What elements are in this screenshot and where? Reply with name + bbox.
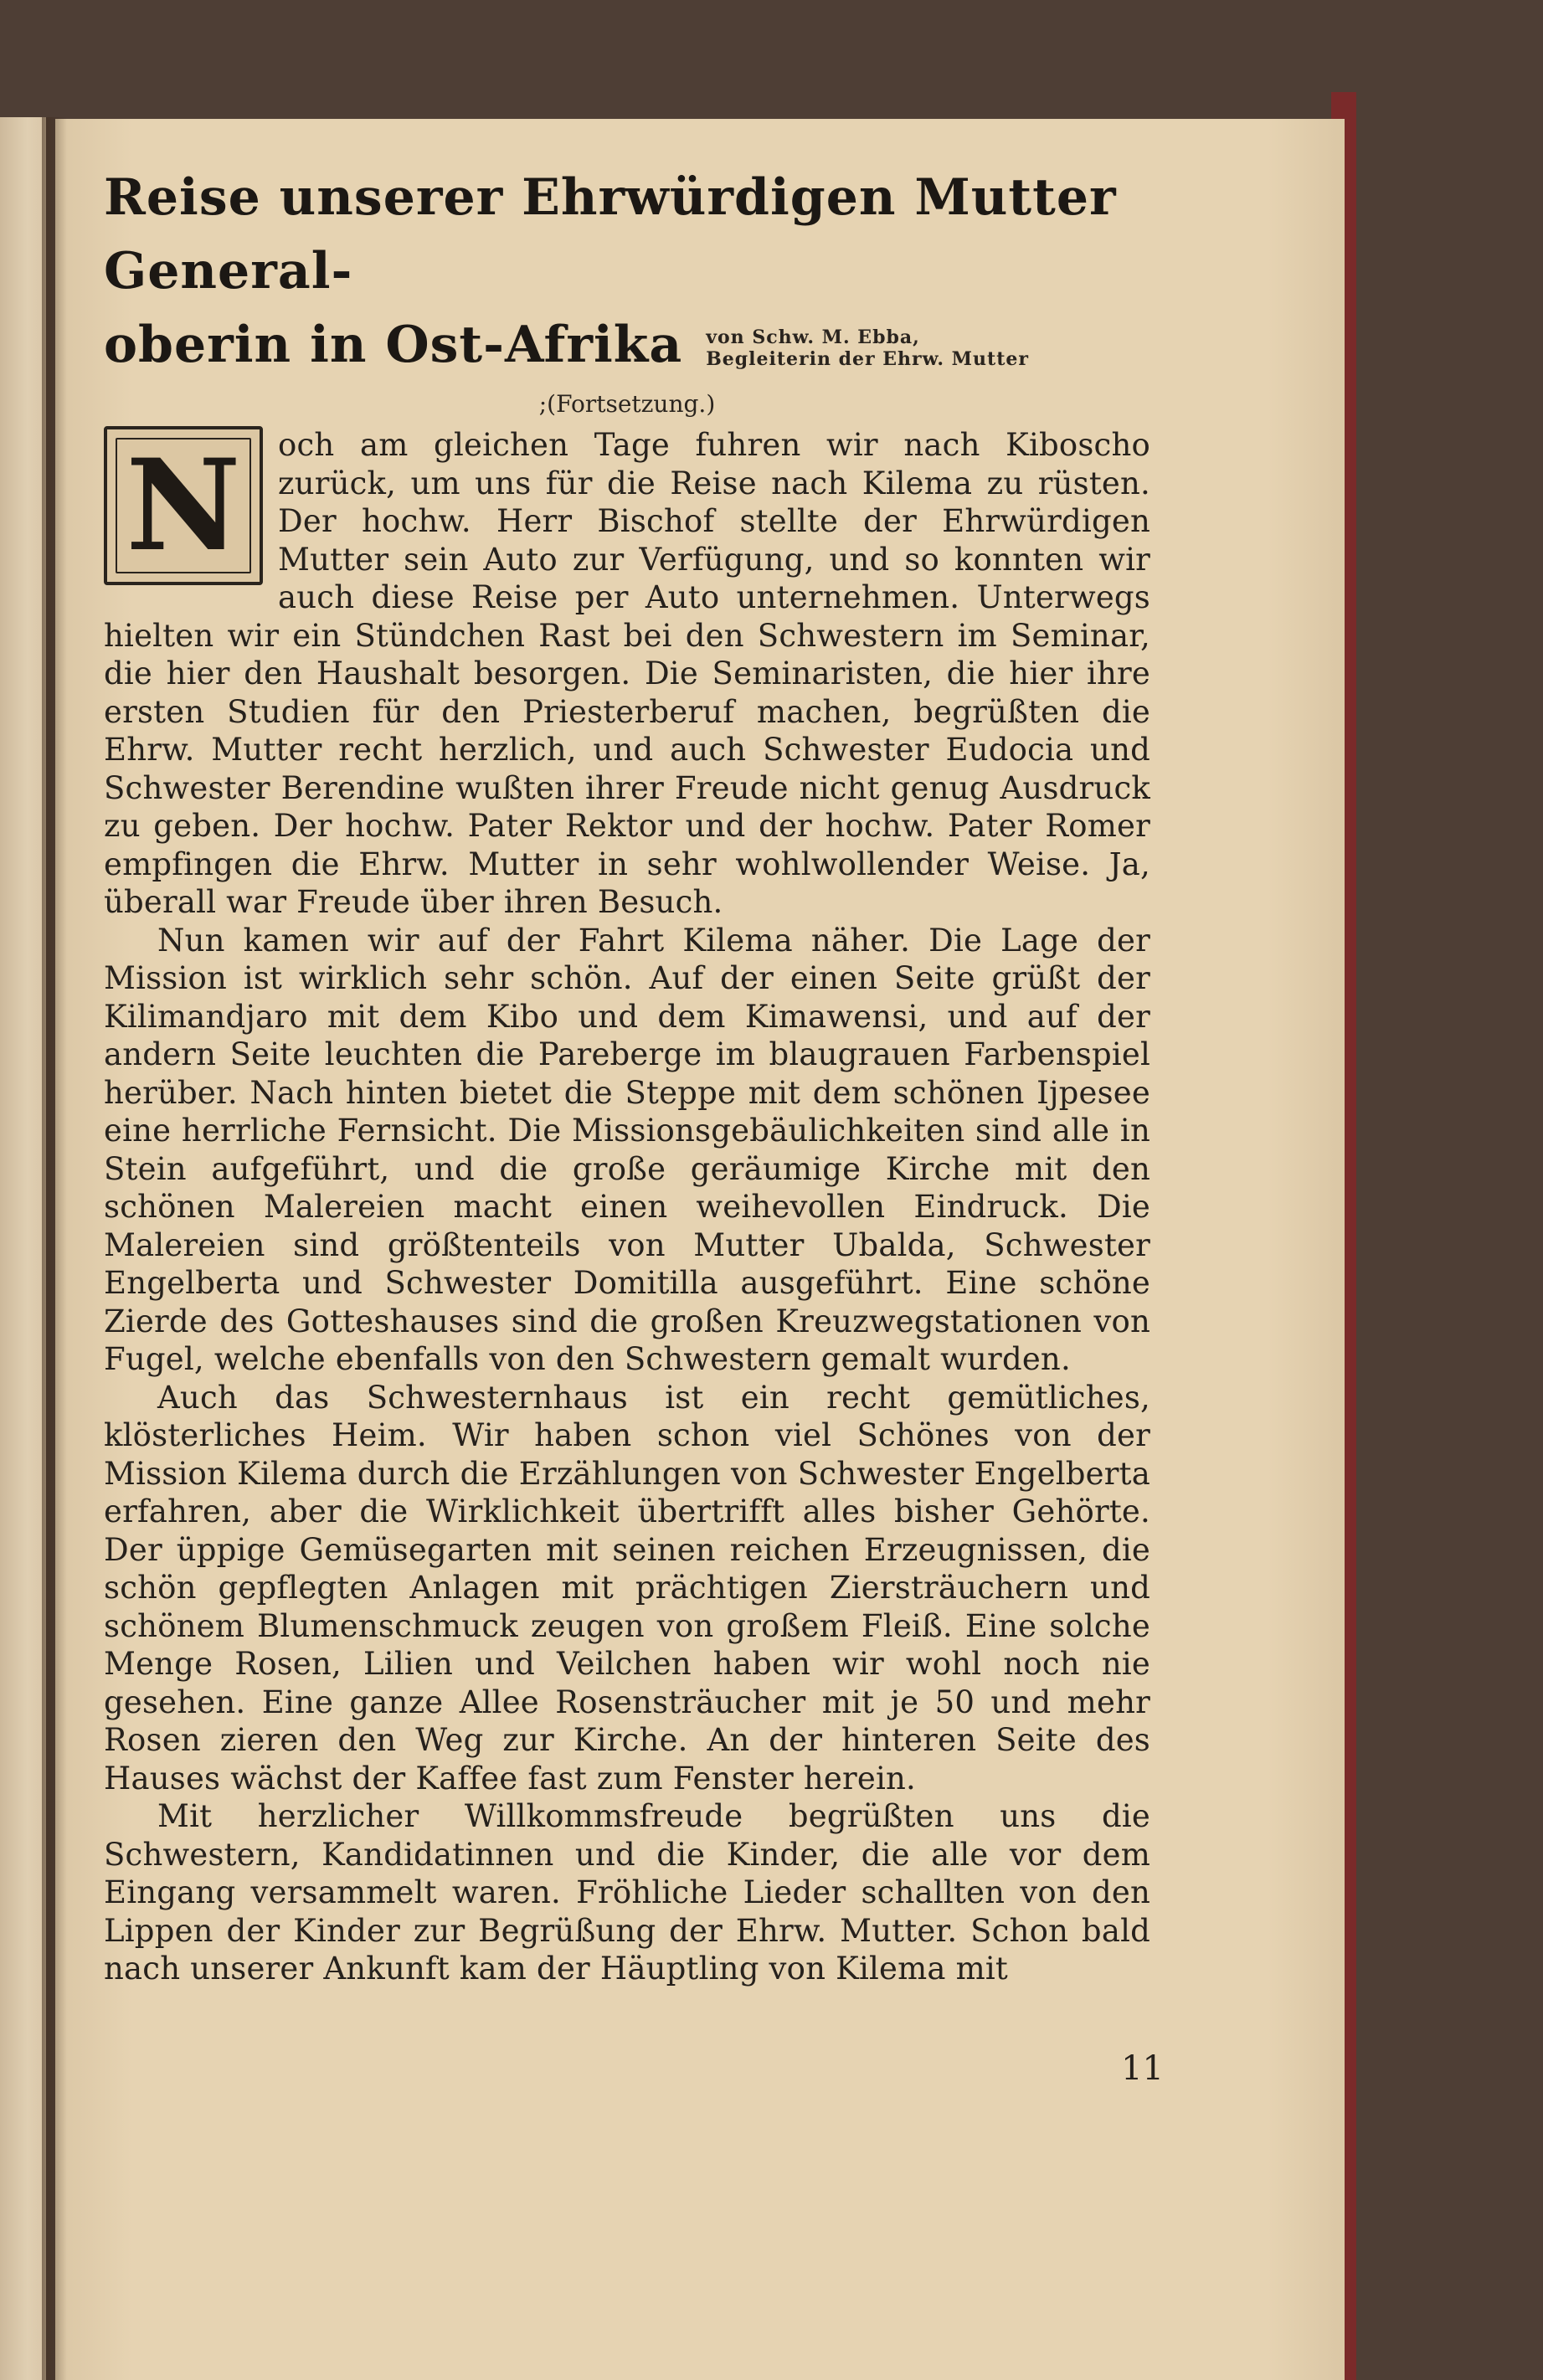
drop-cap-letter: N [126,432,241,579]
paragraph-1: och am gleichen Tage fuhren wir nach Kiboscho zurück, um uns für die Reise nach Kilema zu rüsten. Der hochw. Herr Bischof stellte der Ehrwürdigen Mutter sein Auto zur Verfügung, und so konnten wir auch diese Reise per Auto unternehmen. Unterwegs hielten wir ein Stündchen Rast bei den Schwestern im Seminar, die hier den Haushalt besorgen. Die Seminaristen, die hier ihre ersten Studien für den Priesterberuf machen, begrüßten die Ehrw. Mutter recht herzlich, und auch Schwester Eudocia und Schwester Berendine wußten ihrer Freude nicht genug Ausdruck zu geben. Der hochw. Pater Rektor und der hochw. Pater Romer empfingen die Ehrw. Mutter in sehr wohlwollender Weise. Ja, überall war Freude über ihren Besuch. [104,427,1150,920]
drop-cap-frame [116,432,251,579]
title-line-1: Reise unserer Ehrwürdigen Mutter General- [104,168,1117,301]
paragraph-3: Auch das Schwesternhaus ist ein recht gemütliches, klösterliches Heim. Wir haben schon viel Schönes von der Mission Kilema durch die Erzählungen von Schwester Engelberta erfahren, aber die Wirklichkeit übertrifft alles bisher Gehörte. Der üppige Gemüsegarten mit seinen reichen Erzeugnissen, die schön gepflegten Anlagen mit prächtigen Ziersträuchern und schönem Blumenschmuck zeugen von großem Fleiß. Eine solche Menge Rosen, Lilien und Veilchen haben wir wohl noch nie gesehen. Eine ganze Allee Rosensträucher mit je 50 und mehr Rosen zieren den Weg zur Kirche. An der hinteren Seite des Hauses wächst der Kaffee fast zum Fenster herein. [104,1379,1150,1797]
paragraph-4: Mit herzlicher Willkommsfreude begrüßten uns die Schwestern, Kandidatinnen und die Kinder, die alle vor dem Eingang versammelt waren. Fröhliche Lieder schallten von den Lippen der Kinder zur Begrüßung der Ehrw. Mutter. Schon bald nach unserer Ankunft kam der Häuptling von Kilema mit [104,1798,1150,1987]
byline-author: von Schw. M. Ebba, [706,326,920,348]
paragraph-2: Nun kamen wir auf der Fahrt Kilema näher. Die Lage der Mission ist wirklich sehr schön. Auf der einen Seite grüßt der Kilimandjaro mit dem Kibo und dem Kimawensi, und auf der andern Seite leuchten die Pareberge im blaugrauen Farbenspiel herüber. Nach hinten bietet die Steppe mit dem schönen Ijpesee eine herrliche Fernsicht. Die Missionsgebäulichkeiten sind alle in Stein aufgeführt, und die große geräumige Kirche mit den schönen Malereien macht einen weihevollen Eindruck. Die Malereien sind größtenteils von Mutter Ubalda, Schwester Engelberta und Schwester Domitilla ausgeführt. Eine schöne Zierde des Gotteshauses sind die großen Kreuzwegstationen von Fugel, welche ebenfalls von den Schwestern gemalt wurden. [104,922,1150,1377]
article-title [104,161,1150,382]
title-line-2-row [104,308,1150,382]
intro-paragraph-block [104,426,1150,922]
title-line-2: oberin in Ost-Afrika [104,316,683,374]
author-byline [706,326,1029,382]
page-gutter-shadow [42,117,67,2380]
page-number: 11 [1121,2049,1164,2088]
drop-cap-initial [104,426,263,585]
byline-role: Begleiterin der Ehrw. Mutter [706,348,1029,370]
left-page-edge [0,117,46,2380]
article-body [104,161,1150,1988]
continuation-note: ;(Fortsetzung.) [538,390,716,418]
